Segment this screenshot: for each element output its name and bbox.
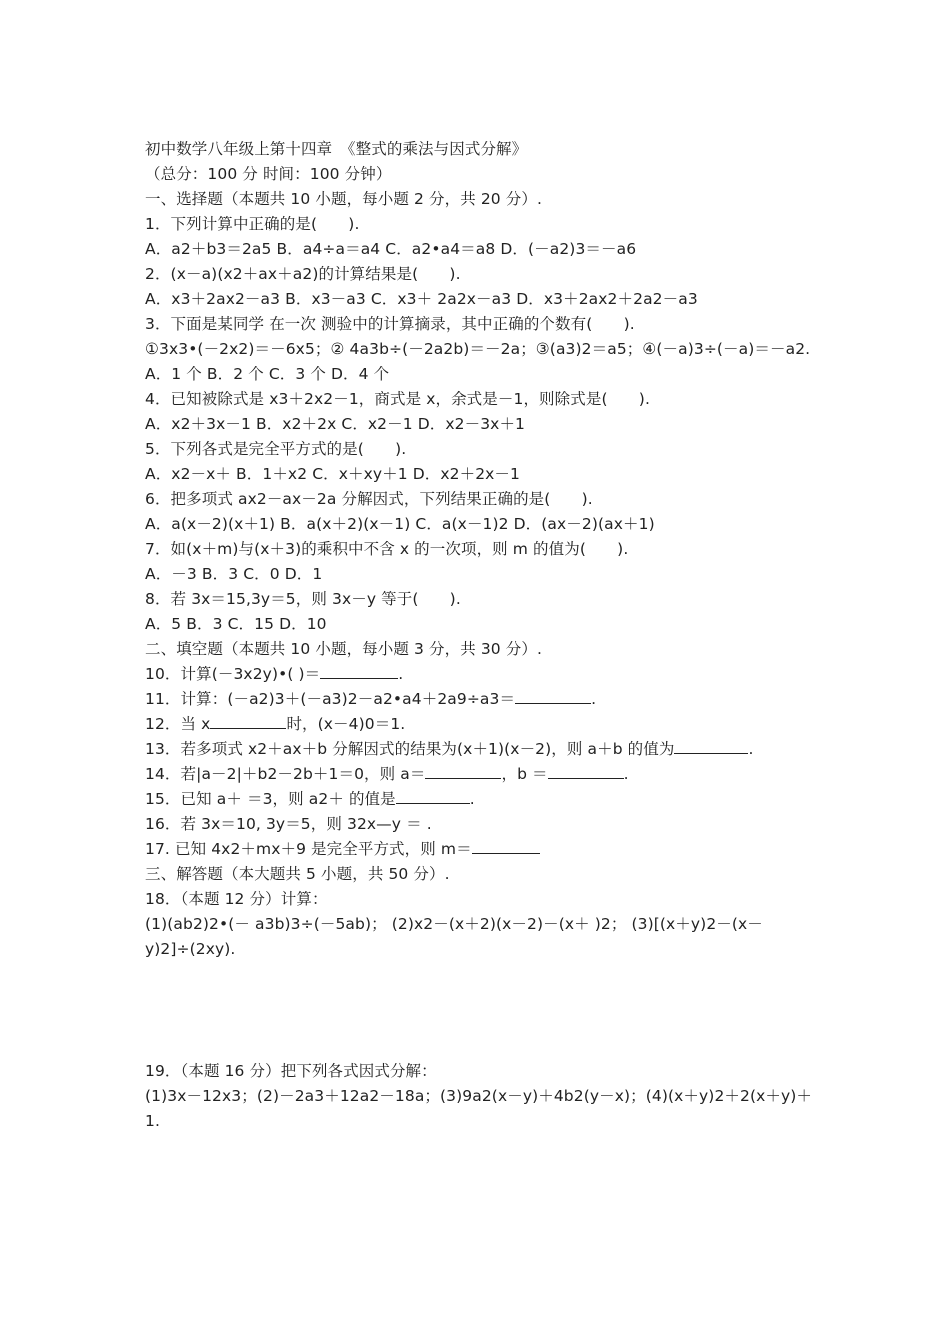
question-8: 8．若 3x＝15,3y＝5，则 3x－y 等于( ). <box>145 590 461 608</box>
question-10-end: . <box>398 665 404 683</box>
section-3-heading: 三、解答题（本大题共 5 小题，共 50 分）. <box>145 865 450 883</box>
question-6: 6．把多项式 ax2－ax－2a 分解因式，下列结果正确的是( ). <box>145 490 593 508</box>
question-10 <box>145 664 403 684</box>
question-17-text: 17. 已知 4x2＋mx＋9 是完全平方式，则 m＝ <box>145 840 472 858</box>
question-15 <box>145 789 475 809</box>
question-12 <box>145 714 405 734</box>
question-12-end: 时，(x－4)0＝1. <box>286 715 406 733</box>
question-8-options: A．5 B．3 C．15 D．10 <box>145 615 327 633</box>
section-2-heading: 二、填空题（本题共 10 小题，每小题 3 分，共 30 分）. <box>145 640 542 658</box>
question-18-line-2: y)2]÷(2xy). <box>145 940 236 958</box>
answer-blank <box>320 664 398 679</box>
question-19: 19．（本题 16 分）把下列各式因式分解： <box>145 1062 437 1080</box>
question-5: 5．下列各式是完全平方式的是( ). <box>145 440 407 458</box>
question-3-items: ①3x3•(－2x2)＝－6x5；② 4a3b÷(－2a2b)＝－2a；③(a3)2＝a5；④(－a)3÷(－a)＝－a2. <box>145 340 811 358</box>
question-14 <box>145 764 629 784</box>
question-13 <box>145 739 754 759</box>
question-18: 18．（本题 12 分）计算： <box>145 890 328 908</box>
answer-blank <box>425 764 501 779</box>
question-14-text: 14．若|a－2|＋b2－2b＋1＝0，则 a＝ <box>145 765 426 783</box>
question-16: 16．若 3x＝10, 3y＝5，则 32x—y ＝ . <box>145 815 432 833</box>
question-2: 2．(x－a)(x2＋ax＋a2)的计算结果是( ). <box>145 265 461 283</box>
answer-blank <box>515 689 591 704</box>
question-1: 1．下列计算中正确的是( ). <box>145 215 360 233</box>
question-5-options: A．x2－x＋ B．1＋x2 C．x＋xy＋1 D．x2＋2x－1 <box>145 465 520 483</box>
question-7-options: A．－3 B．3 C．0 D．1 <box>145 565 323 583</box>
question-11 <box>145 689 596 709</box>
question-12-text: 12．当 x <box>145 715 211 733</box>
answer-blank <box>548 764 624 779</box>
question-2-options: A．x3＋2ax2－a3 B．x3－a3 C．x3＋ 2a2x－a3 D．x3＋2ax2＋2a2－a3 <box>145 290 698 308</box>
question-15-text: 15．已知 a＋ ＝3，则 a2＋ 的值是 <box>145 790 396 808</box>
answer-blank <box>472 839 540 854</box>
question-15-end: . <box>469 790 475 808</box>
answer-blank <box>396 789 470 804</box>
question-1-options: A．a2＋b3＝2a5 B．a4÷a＝a4 C．a2•a4＝a8 D．(－a2)3＝－a6 <box>145 240 637 258</box>
question-14-end: . <box>623 765 629 783</box>
answer-blank <box>210 714 286 729</box>
question-3-options: A．1 个 B．2 个 C．3 个 D．4 个 <box>145 365 390 383</box>
question-6-options: A．a(x－2)(x＋1) B．a(x＋2)(x－1) C．a(x－1)2 D．(ax－2)(ax＋1) <box>145 515 655 533</box>
question-17 <box>145 839 540 859</box>
question-18-line-1: (1)(ab2)2•(－ a3b)3÷(－5ab)； (2)x2－(x＋2)(x－2)－(x＋ )2； (3)[(x＋y)2－(x－ <box>145 915 763 933</box>
question-4-options: A．x2＋3x－1 B．x2＋2x C．x2－1 D．x2－3x＋1 <box>145 415 526 433</box>
question-13-end: . <box>748 740 754 758</box>
question-7: 7．如(x＋m)与(x＋3)的乘积中不含 x 的一次项，则 m 的值为( ). <box>145 540 629 558</box>
question-11-end: . <box>591 690 597 708</box>
question-10-text: 10．计算(－3x2y)•( )＝ <box>145 665 321 683</box>
answer-blank <box>674 739 748 754</box>
question-13-text: 13．若多项式 x2＋ax＋b 分解因式的结果为(x＋1)(x－2)，则 a＋b 的值为 <box>145 740 675 758</box>
question-11-text: 11．计算：(－a2)3＋(－a3)2－a2•a4＋2a9÷a3＝ <box>145 690 516 708</box>
question-4: 4．已知被除式是 x3＋2x2－1，商式是 x，余式是－1，则除式是( ). <box>145 390 650 408</box>
section-1-heading: 一、选择题（本题共 10 小题，每小题 2 分，共 20 分）. <box>145 190 542 208</box>
question-19-line-2: 1. <box>145 1112 160 1130</box>
doc-title: 初中数学八年级上第十四章 《整式的乘法与因式分解》 <box>145 140 528 158</box>
question-14-mid: ，b ＝ <box>501 765 548 783</box>
question-19-line-1: (1)3x－12x3；(2)－2a3＋12a2－18a；(3)9a2(x－y)＋4b2(y－x)；(4)(x＋y)2＋2(x＋y)＋ <box>145 1087 813 1105</box>
doc-meta: （总分：100 分 时间：100 分钟） <box>145 165 392 183</box>
question-3: 3．下面是某同学 在一次 测验中的计算摘录，其中正确的个数有( ). <box>145 315 635 333</box>
